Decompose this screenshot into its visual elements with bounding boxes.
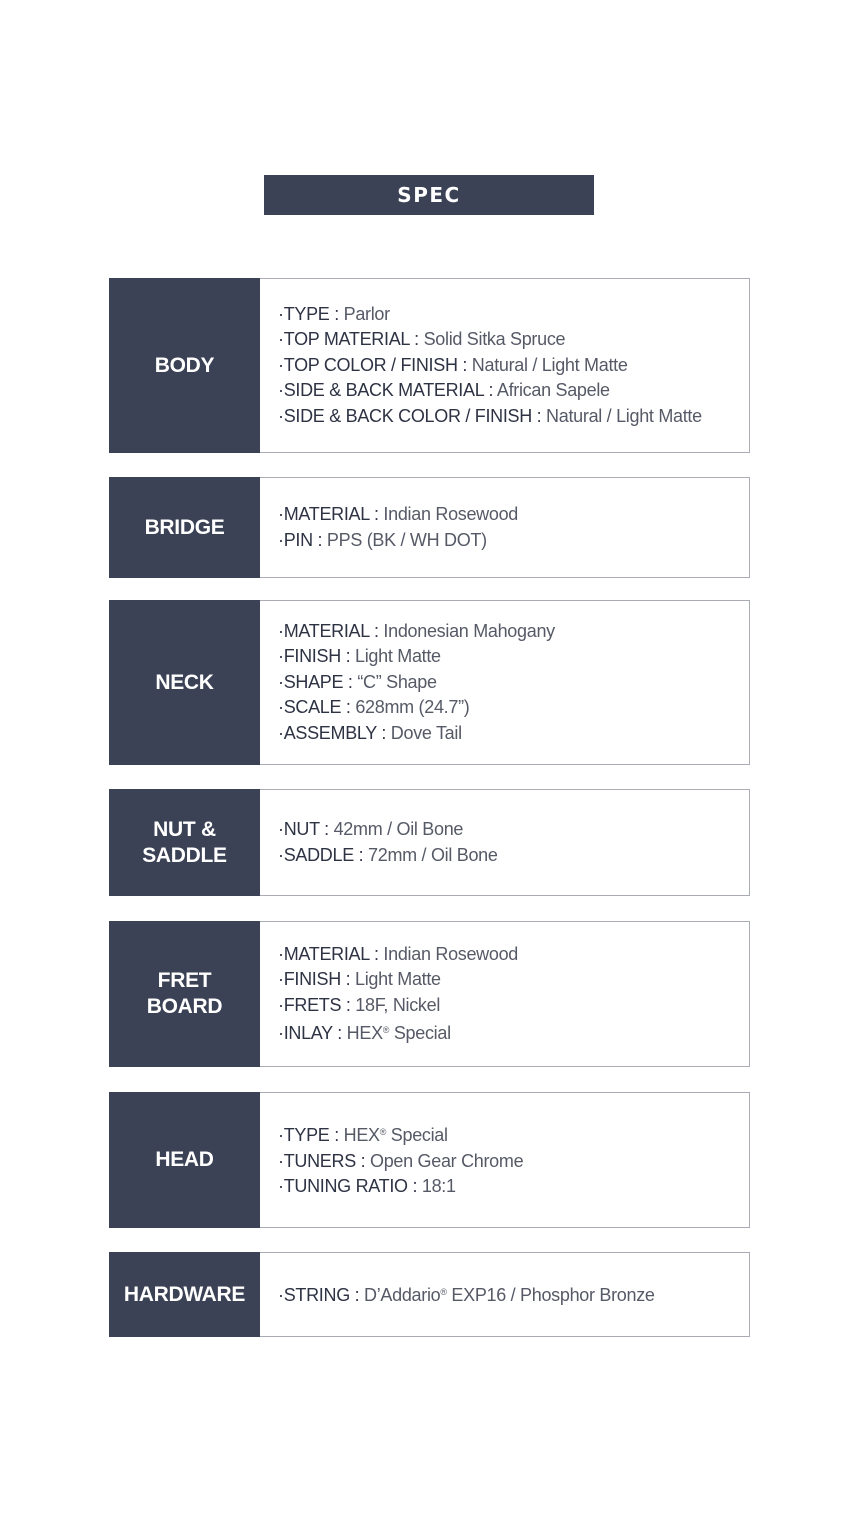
spec-item <box>278 942 749 968</box>
spec-key: ·SCALE : <box>278 697 351 718</box>
section-label: NECK <box>109 600 260 765</box>
spec-item <box>278 1149 749 1175</box>
spec-key: ·TYPE : <box>278 1125 339 1146</box>
spec-value: Dove Tail <box>386 722 462 743</box>
spec-key: ·TOP COLOR / FINISH : <box>278 354 468 375</box>
spec-value: 18:1 <box>417 1176 456 1197</box>
section-content <box>260 477 750 578</box>
spec-value: Light Matte <box>350 646 441 667</box>
section-content <box>260 1092 750 1228</box>
spec-key: ·SIDE & BACK COLOR / FINISH : <box>278 405 542 426</box>
spec-key: ·FRETS : <box>278 994 351 1015</box>
spec-value: Solid Sitka Spruce <box>418 329 566 350</box>
section-label: NUT & SADDLE <box>109 789 260 896</box>
spec-item <box>278 1280 749 1309</box>
spec-value: Natural / Light Matte <box>467 354 628 375</box>
spec-value <box>339 1125 448 1145</box>
spec-section-hardware <box>109 1252 750 1337</box>
spec-key: ·MATERIAL : <box>278 504 379 524</box>
spec-item <box>278 967 749 993</box>
spec-value: PPS (BK / WH DOT) <box>322 529 487 550</box>
section-label: BODY <box>109 278 260 453</box>
spec-key: ·PIN : <box>278 529 323 550</box>
spec-item <box>278 695 749 721</box>
spec-key: ·FINISH : <box>278 969 351 989</box>
registered-mark: ® <box>382 1025 390 1035</box>
spec-key: ·TYPE : <box>278 303 339 324</box>
spec-key: ·TUNERS : <box>278 1150 366 1171</box>
spec-value-text: D’Addario <box>359 1285 441 1306</box>
registered-mark: ® <box>440 1287 447 1298</box>
spec-value: Light Matte <box>350 969 441 989</box>
spec-item <box>278 404 749 430</box>
spec-value: Indian Rosewood <box>378 943 519 964</box>
spec-value: 42mm / Oil Bone <box>328 819 464 839</box>
spec-key: ·FINISH : <box>278 646 351 667</box>
spec-key: ·NUT : <box>278 819 329 839</box>
spec-value <box>342 1023 451 1043</box>
spec-key: ·ASSEMBLY : <box>278 722 387 743</box>
section-label: HARDWARE <box>109 1252 260 1337</box>
spec-item <box>278 378 749 404</box>
spec-item <box>278 1174 749 1200</box>
spec-item <box>278 1120 749 1149</box>
spec-section-body <box>109 278 750 453</box>
spec-section-neck <box>109 600 750 765</box>
section-label: FRET BOARD <box>109 921 260 1067</box>
spec-value: African Sapele <box>493 380 610 401</box>
spec-item <box>278 327 749 353</box>
spec-value: 18F, Nickel <box>350 994 441 1015</box>
spec-key: ·STRING : <box>278 1285 360 1306</box>
spec-value: “C” Shape <box>352 671 437 692</box>
spec-key: ·MATERIAL : <box>278 943 379 964</box>
spec-item <box>278 1018 749 1047</box>
spec-key: ·SIDE & BACK MATERIAL : <box>278 380 494 401</box>
spec-key: ·INLAY : <box>278 1023 342 1043</box>
spec-key: ·TOP MATERIAL : <box>278 329 419 350</box>
section-content <box>260 789 750 896</box>
spec-item <box>278 721 749 747</box>
spec-key: ·TUNING RATIO : <box>278 1176 418 1197</box>
spec-key: ·MATERIAL : <box>278 620 379 641</box>
spec-item <box>278 843 749 869</box>
spec-value-text: HEX <box>338 1125 380 1146</box>
spec-item <box>278 644 749 670</box>
spec-value: Natural / Light Matte <box>541 405 702 426</box>
spec-value <box>359 1285 654 1305</box>
section-content <box>260 921 750 1067</box>
spec-item <box>278 302 749 328</box>
spec-value-text: EXP16 / Phosphor Bronze <box>446 1285 655 1306</box>
spec-item <box>278 528 749 554</box>
section-content <box>260 278 750 453</box>
spec-item <box>278 817 749 843</box>
spec-section-fret-board <box>109 921 750 1067</box>
spec-title: SPEC <box>264 175 594 215</box>
spec-item <box>278 353 749 379</box>
spec-value: Indonesian Mahogany <box>378 620 555 641</box>
registered-mark: ® <box>379 1127 387 1138</box>
spec-key: ·SHAPE : <box>278 671 353 692</box>
spec-section-nut-saddle <box>109 789 750 896</box>
section-label: HEAD <box>109 1092 260 1228</box>
spec-value: 628mm (24.7”) <box>350 697 470 718</box>
spec-item <box>278 993 749 1019</box>
spec-item <box>278 502 749 528</box>
spec-value-text: HEX <box>341 1023 383 1043</box>
spec-value-text: Special <box>386 1125 448 1146</box>
spec-key: ·SADDLE : <box>278 844 364 865</box>
spec-item <box>278 670 749 696</box>
spec-value-text: Special <box>389 1023 451 1043</box>
spec-value: Parlor <box>338 303 390 324</box>
section-label: BRIDGE <box>109 477 260 578</box>
section-content <box>260 600 750 765</box>
spec-item <box>278 619 749 645</box>
spec-section-head <box>109 1092 750 1228</box>
section-content <box>260 1252 750 1337</box>
spec-value: Indian Rosewood <box>378 504 519 524</box>
spec-value: Open Gear Chrome <box>365 1150 524 1171</box>
spec-value: 72mm / Oil Bone <box>363 844 498 865</box>
spec-section-bridge <box>109 477 750 578</box>
